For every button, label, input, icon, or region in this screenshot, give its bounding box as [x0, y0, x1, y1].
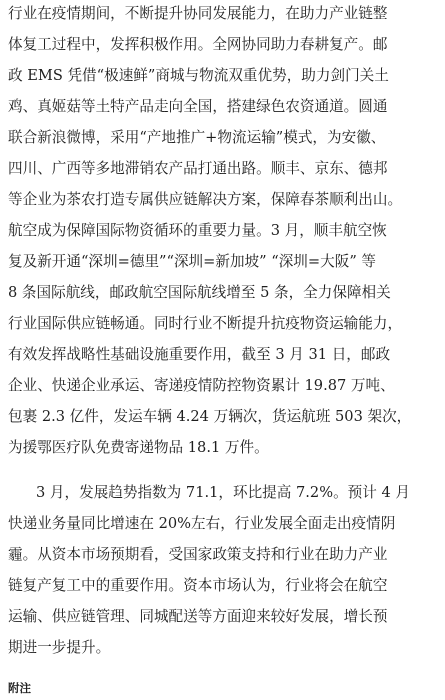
text-line: 联合新浪微博，采用“产地推广+物流运输”模式，为安徽、: [8, 129, 386, 146]
text-line: 8 条国际航线，邮政航空国际航线增至 5 条，全力保障相关: [8, 284, 391, 301]
text-line: 政 EMS 凭借“极速鲜”商城与物流双重优势，助力剑门关土: [8, 67, 389, 84]
text-line: 航空成为保障国际物资循环的重要力量。3 月，顺丰航空恢: [8, 222, 387, 239]
text-line: 体复工过程中，发挥积极作用。全网协同助力春耕复产。邮: [8, 36, 388, 53]
text-line: 鸡、真姬菇等土特产品走向全国，搭建绿色农资通道。圆通: [8, 98, 388, 115]
text-line: 行业在疫情期间，不断提升协同发展能力，在助力产业链整: [8, 5, 388, 22]
text-line: 链复产复工中的重要作用。资本市场认为，行业将会在航空: [8, 577, 388, 594]
text-line: 3 月，发展趋势指数为 71.1，环比提高 7.2%。预计 4 月: [36, 484, 411, 501]
text-line: 包裹 2.3 亿件，发运车辆 4.24 万辆次，货运航班 503 架次，: [8, 408, 412, 425]
footer-heading: 附注: [8, 681, 31, 695]
text-line: 运输、供应链管理、同城配送等方面迎来较好发展，增长预: [8, 608, 388, 625]
text-line: 等企业为茶农打造专属供应链解决方案，保障春茶顺利出山。: [8, 191, 403, 208]
text-line: 复及新开通“深圳=德里”“深圳=新加坡” “深圳=大阪” 等: [8, 253, 377, 270]
text-line: 有效发挥战略性基础设施重要作用，截至 3 月 31 日，邮政: [8, 346, 391, 363]
text-line: 行业国际供应链畅通。同时行业不断提升抗疫物资运输能力，: [8, 315, 403, 332]
text-line: 企业、快递企业承运、寄递疫情防控物资累计 19.87 万吨、: [8, 377, 395, 394]
text-line: 期进一步提升。: [8, 639, 111, 656]
text-line: 四川、广西等多地滞销农产品打通出路。顺丰、京东、德邦: [8, 160, 388, 177]
text-line: 快递业务量同比增速在 20%左右，行业发展全面走出疫情阴: [8, 515, 396, 532]
text-line: 为援鄂医疗队免费寄递物品 18.1 万件。: [8, 439, 269, 456]
text-line: 霾。从资本市场预期看，受国家政策支持和行业在助力产业: [8, 546, 388, 563]
